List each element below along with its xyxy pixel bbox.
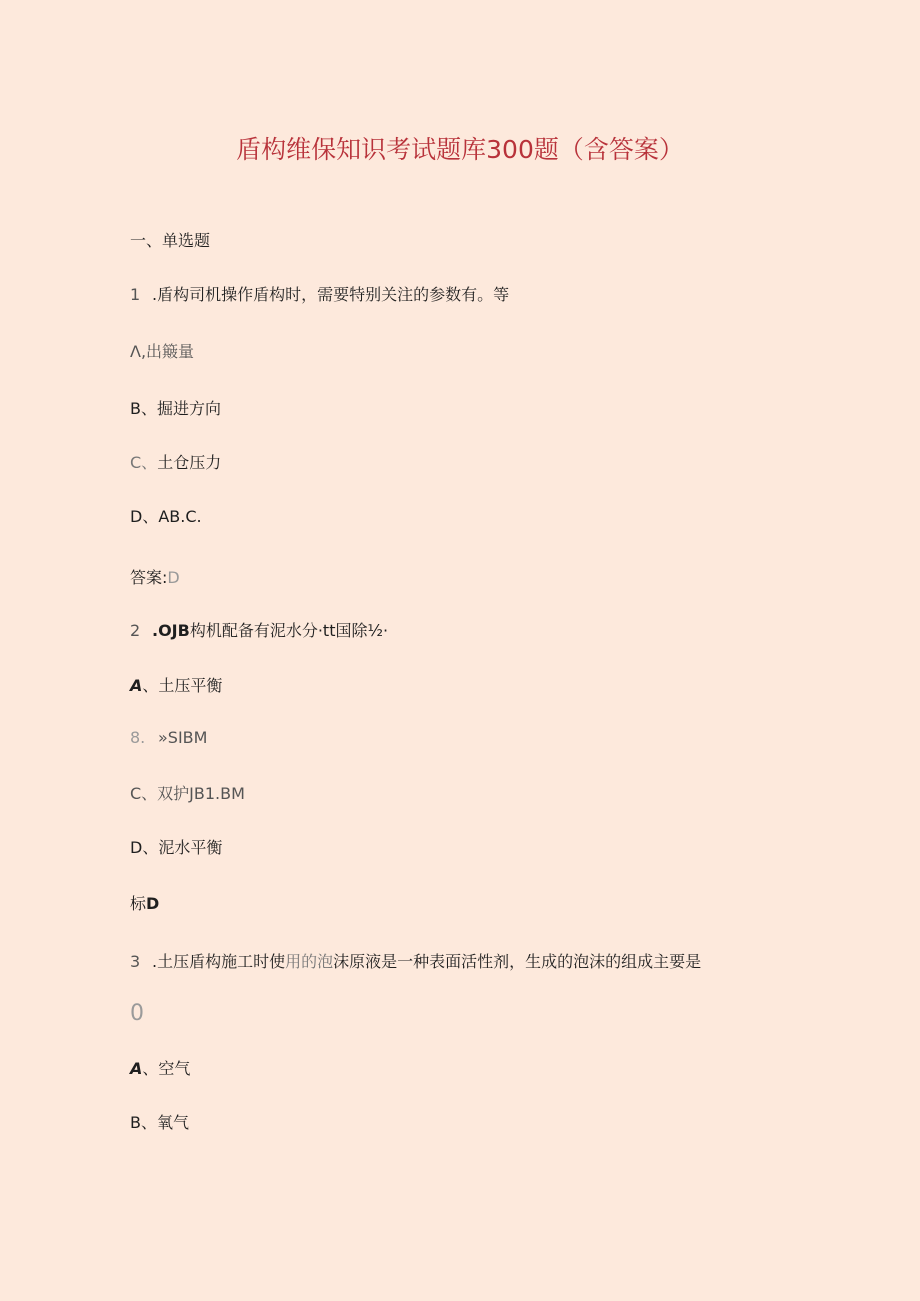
question-1-option-b: B、掘进方向 (130, 399, 221, 418)
question-1 (130, 284, 509, 306)
question-3 (130, 951, 701, 973)
question-3-option-a-letter: A (130, 1059, 143, 1078)
question-1-option-c (130, 452, 221, 474)
question-2-text-bold: .OJB (152, 621, 190, 640)
question-3-number: 3 (130, 952, 141, 971)
section-heading: 一、单选题 (130, 231, 211, 250)
question-3-text-gray: 用的泡 (285, 952, 334, 971)
question-3-text-part1: .土压盾构施工时使 (152, 952, 286, 971)
question-2-text: 构机配备有泥水分·tt国除½· (189, 621, 389, 640)
question-2-answer-value: D (146, 894, 160, 913)
question-1-option-d: D、AB.C. (130, 507, 202, 526)
question-2-option-d: D、泥水平衡 (130, 838, 223, 857)
question-1-text: .盾构司机操作盾构时，需要特别关注的参数有。等 (152, 285, 510, 304)
question-2-option-b-number: 8. (130, 728, 146, 747)
question-3-option-a-text: 、空气 (142, 1059, 191, 1078)
question-1-option-a: Λ,出簸量 (130, 342, 195, 361)
question-3-blank-marker: 0 (130, 1001, 144, 1026)
question-1-answer-label: 答案: (130, 568, 168, 587)
question-1-answer (130, 567, 180, 589)
question-2-option-a (130, 675, 222, 697)
question-2-option-c: C、双护JB1.BM (130, 784, 245, 803)
question-2-option-a-text: 、土压平衡 (142, 676, 223, 695)
question-2-option-b (130, 727, 207, 749)
question-1-option-c-text: 土仓压力 (157, 453, 222, 472)
document-title: 盾构维保知识考试题库300题（含答案） (236, 135, 684, 164)
question-3-option-a (130, 1058, 190, 1080)
question-2-option-a-letter: A (130, 676, 143, 695)
question-1-number: 1 (130, 285, 141, 304)
question-2-option-b-text: »SIBM (158, 728, 208, 747)
question-1-option-c-letter: C、 (130, 453, 158, 472)
question-2-answer-label: 标 (130, 894, 147, 913)
question-3-option-b: B、氧气 (130, 1113, 189, 1132)
question-2-answer (130, 893, 159, 915)
question-1-answer-value: D (167, 568, 180, 587)
question-2 (130, 620, 388, 642)
question-3-text-part2: 沫原液是一种表面活性剂，生成的泡沫的组成主要是 (333, 952, 702, 971)
question-2-number: 2 (130, 621, 141, 640)
